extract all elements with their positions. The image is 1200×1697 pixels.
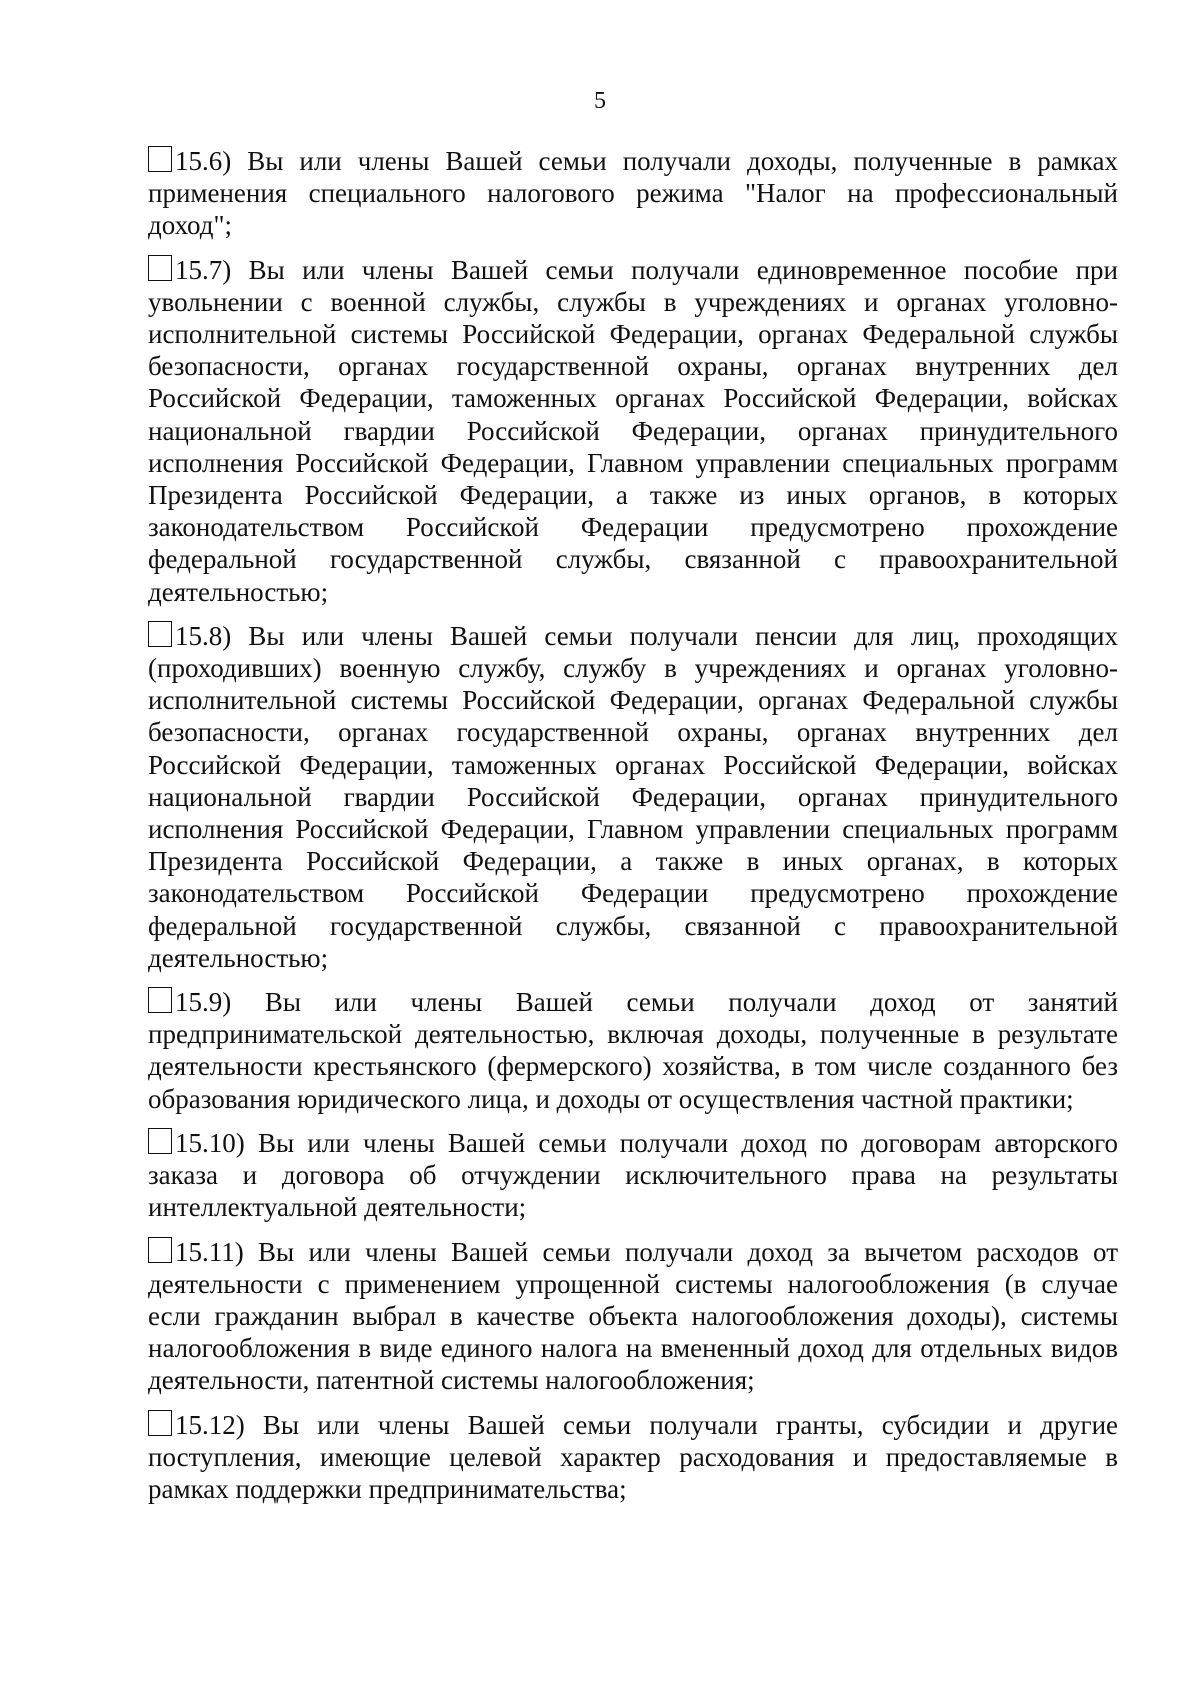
item-15-11 xyxy=(148,1236,1118,1397)
checkbox-15-10[interactable] xyxy=(148,1128,172,1154)
item-15-10-text: 15.10) Вы или члены Вашей семьи получали доход по договорам авторского заказа и договора об отчуждении исключительного права на результаты интеллектуальной деятельности; xyxy=(148,1127,1118,1223)
checkbox-15-6[interactable] xyxy=(148,146,172,172)
item-15-6-text: 15.6) Вы или члены Вашей семьи получали доходы, полученные в рамках применения специального налогового режима "Налог на профессиональный доход"; xyxy=(148,146,1118,241)
item-15-8-text: 15.8) Вы или члены Вашей семьи получали пенсии для лиц, проходящих (проходивших) военную службу, службу в учреждениях и органах уголовно-исполнительной системы Российской Федерации, органах Федеральной службы безопасности, органах государственной охраны, органах внутренних дел Российской Федерации, таможенных органах Российской Федерации, войсках национальной гвардии Российской Федерации, органах принудительного исполнения Российской Федерации, Главном управлении специальных программ Президента Российской Федерации, а также в иных органах, в которых законодательством Российской Федерации предусмотрено прохождение федеральной государственной службы, связанной с правоохранительной деятельностью; xyxy=(148,620,1118,973)
checkbox-15-12[interactable] xyxy=(148,1410,172,1436)
item-15-7 xyxy=(148,254,1118,608)
checkbox-15-7[interactable] xyxy=(148,255,172,281)
page-number: 5 xyxy=(594,88,606,114)
checkbox-15-9[interactable] xyxy=(148,987,172,1013)
item-15-9 xyxy=(148,986,1118,1115)
questionnaire-items xyxy=(148,145,1118,1517)
item-15-10 xyxy=(148,1127,1118,1224)
item-15-7-text: 15.7) Вы или члены Вашей семьи получали единовременное пособие при увольнении с военной службы, службы в учреждениях и органах уголовно-исполнительной системы Российской Федерации, органах Федеральной службы безопасности, органах государственной охраны, органах внутренних дел Российской Федерации, таможенных органах Российской Федерации, войсках национальной гвардии Российской Федерации, органах принудительного исполнения Российской Федерации, Главном управлении специальных программ Президента Российской Федерации, а также из иных органов, в которых законодательством Российской Федерации предусмотрено прохождение федеральной государственной службы, связанной с правоохранительной деятельностью; xyxy=(148,254,1118,607)
item-15-9-text: 15.9) Вы или члены Вашей семьи получали доход от занятий предпринимательской деятельностью, включая доходы, полученные в результате деятельности крестьянского (фермерского) хозяйства, в том числе созданного без образования юридического лица, и доходы от осуществления частной практики; xyxy=(148,987,1118,1114)
item-15-12-text: 15.12) Вы или члены Вашей семьи получали гранты, субсидии и другие поступления, имеющие целевой характер расходования и предоставляемые в рамках поддержки предпринимательства; xyxy=(148,1409,1118,1504)
checkbox-15-11[interactable] xyxy=(148,1237,172,1263)
item-15-8 xyxy=(148,620,1118,974)
item-15-11-text: 15.11) Вы или члены Вашей семьи получали доход за вычетом расходов от деятельности с применением упрощенной системы налогообложения (в случае если гражданин выбрал в качестве объекта налогообложения доходы), системы налогообложения в виде единого налога на вмененный доход для отдельных видов деятельности, патентной системы налогообложения; xyxy=(148,1236,1118,1396)
item-15-6 xyxy=(148,145,1118,242)
checkbox-15-8[interactable] xyxy=(148,621,172,647)
item-15-12 xyxy=(148,1409,1118,1506)
